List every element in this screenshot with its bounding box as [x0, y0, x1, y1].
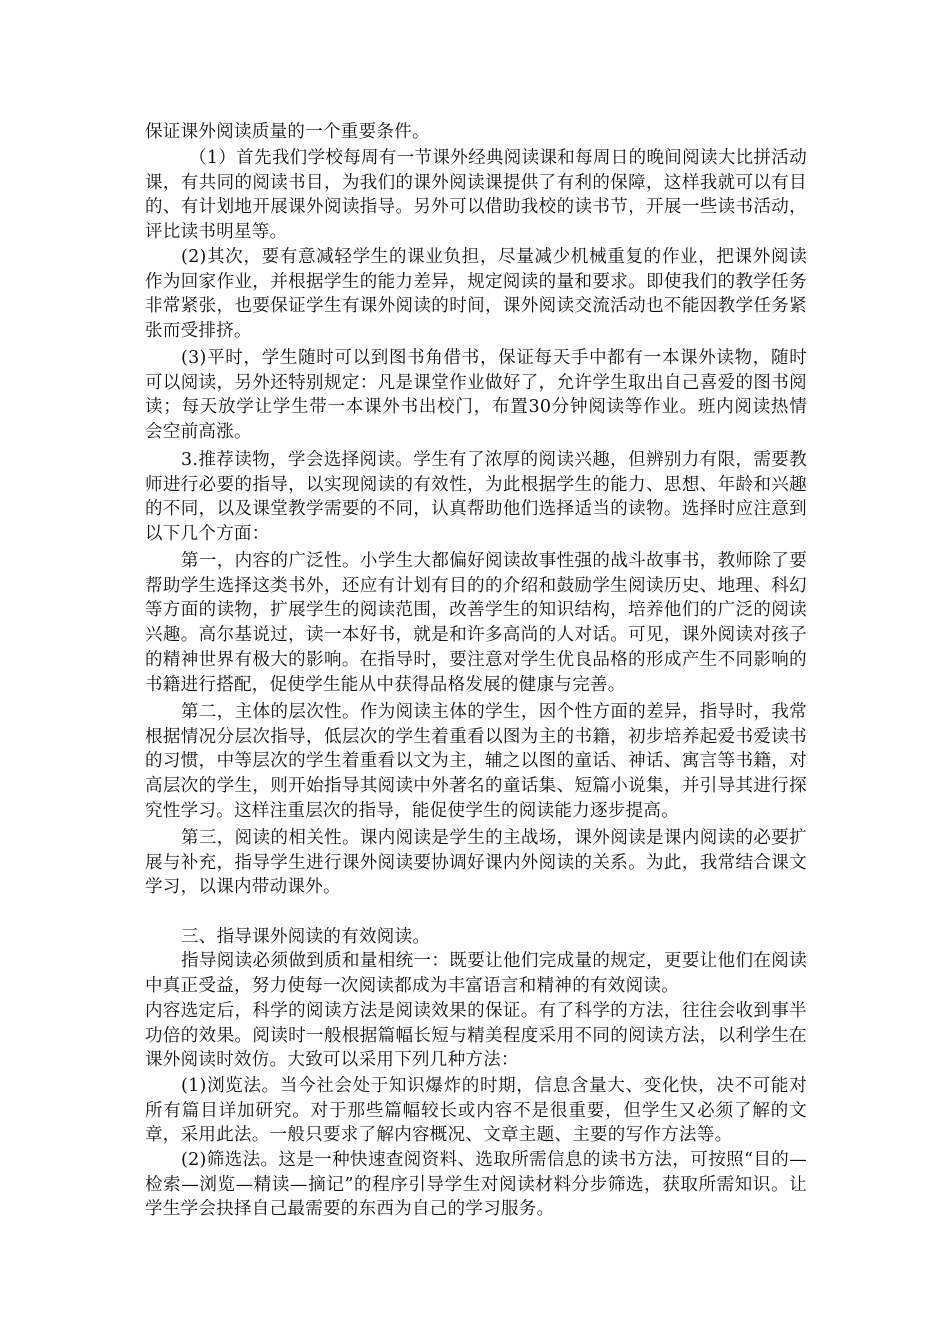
paragraph-reading-methods: 内容选定后，科学的阅读方法是阅读效果的保证。有了科学的方法，往往会收到事半功倍的效果。阅读时一般根据篇幅长短与精美程度采用不同的阅读方法，以利学生在课外阅读时效仿。大致可以采用下列几种方法：	[145, 1001, 807, 1071]
section-heading-effective-reading: 三、指导课外阅读的有效阅读。	[181, 927, 431, 947]
paragraph-method-filter: (2)筛选法。这是一种快速查阅资料、选取所需信息的读书方法，可按照“目的—检索—浏览—精读—摘记”的程序引导学生对阅读材料分步筛选，获取所需知识。让学生学会抉择自己最需要的东西为自己的学习服务。	[145, 1150, 807, 1220]
paragraph-second-levels: 第二，主体的层次性。作为阅读主体的学生，因个性方面的差异，指导时，我常根据情况分层次指导，低层次的学生着重看以图为主的书籍，初步培养起爱书爱读书的习惯，中等层次的学生着重看以文为主，辅之以图的童话、神话、寓言等书籍，对高层次的学生，则开始指导其阅读中外著名的童话集、短篇小说集，并引导其进行探究性学习。这样注重层次的指导，能促使学生的阅读能力逐步提高。	[145, 702, 807, 821]
paragraph-first-breadth: 第一，内容的广泛性。小学生大都偏好阅读故事性强的战斗故事书，教师除了要帮助学生选择这类书外，还应有计划有目的的介绍和鼓励学生阅读历史、地理、科幻等方面的读物，扩展学生的阅读范围，改善学生的知识结构，培养他们的广泛的阅读兴趣。高尔基说过，读一本好书，就是和许多高尚的人对话。可见，课外阅读对孩子的精神世界有极大的影响。在指导时，要注意对学生优良品格的形成产生不同影响的书籍进行搭配，促使学生能从中获得品格发展的健康与完善。	[145, 551, 807, 695]
paragraph-point-1: （1）首先我们学校每周有一节课外经典阅读课和每周日的晚间阅读大比拼活动课，有共同的阅读书目，为我们的课外阅读课提供了有利的保障，这样我就可以有目的、有计划地开展课外阅读指导。另外可以借助我校的读书节，开展一些读书活动，评比读书明星等。	[145, 148, 807, 243]
paragraph-method-browse: (1)浏览法。当今社会处于知识爆炸的时期，信息含量大、变化快，决不可能对所有篇目详加研究。对于那些篇幅较长或内容不是很重要，但学生又必须了解的文章，采用此法。一般只要求了解内容概况、文章主题、主要的写作方法等。	[145, 1076, 807, 1146]
paragraph-opening-line: 保证课外阅读质量的一个重要条件。	[145, 122, 430, 142]
paragraph-section-3-recommend: 3.推荐读物，学会选择阅读。学生有了浓厚的阅读兴趣，但辨别力有限，需要教师进行必要的指导，以实现阅读的有效性，为此根据学生的能力、思想、年龄和兴趣的不同，以及课堂教学需要的不同，认真帮助他们选择适当的读物。选择时应注意到以下几个方面：	[145, 450, 807, 545]
paragraph-quality-quantity: 指导阅读必须做到质和量相统一：既要让他们完成量的规定，更要让他们在阅读中真正受益，努力使每一次阅读都成为丰富语言和精神的有效阅读。	[145, 951, 807, 996]
paragraph-third-relevance: 第三，阅读的相关性。课内阅读是学生的主战场，课外阅读是课内阅读的必要扩展与补充，指导学生进行课外阅读要协调好课内外阅读的关系。为此，我常结合课文学习，以课内带动课外。	[145, 828, 807, 898]
paragraph-point-3: (3)平时，学生随时可以到图书角借书，保证每天手中都有一本课外读物，随时可以阅读，另外还特别规定：凡是课堂作业做好了，允许学生取出自己喜爱的图书阅读；每天放学让学生带一本课外书出校门，布置30分钟阅读等作业。班内阅读热情会空前高涨。	[145, 348, 807, 443]
paragraph-point-2: (2)其次，要有意减轻学生的课业负担，尽量减少机械重复的作业，把课外阅读作为回家作业，并根据学生的能力差异，规定阅读的量和要求。即使我们的教学任务非常紧张，也要保证学生有课外阅读的时间，课外阅读交流活动也不能因教学任务紧张而受排挤。	[145, 247, 807, 342]
